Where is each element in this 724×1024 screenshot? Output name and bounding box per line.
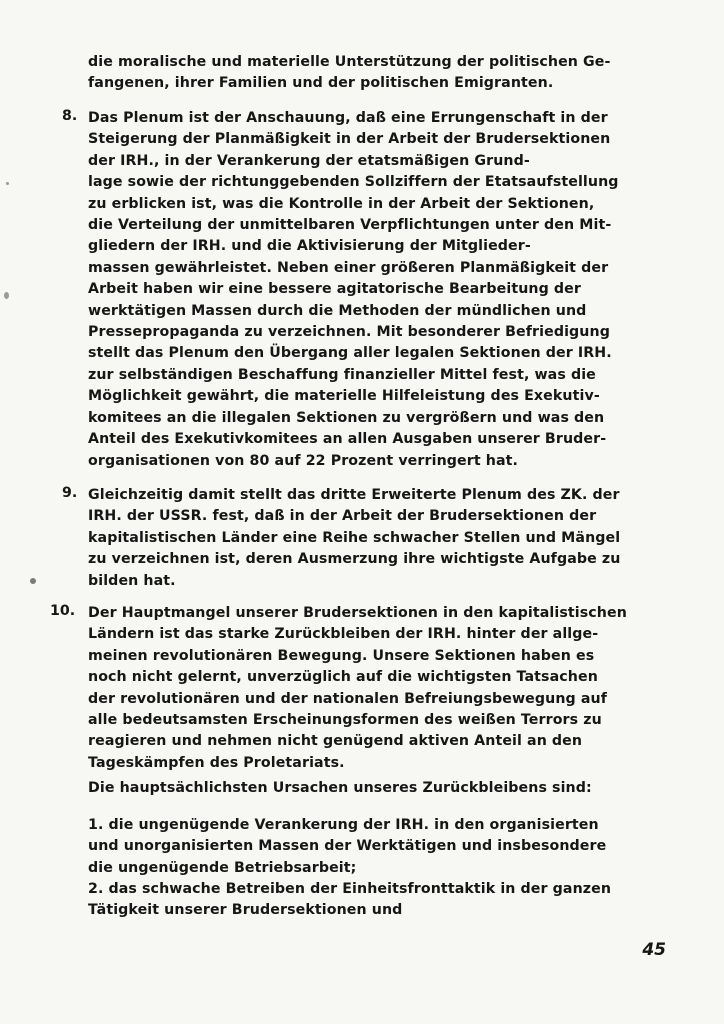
text-line: reagieren und nehmen nicht genügend aktiven Anteil an den: [88, 733, 583, 750]
text-line: lage sowie der richtunggebenden Sollziffern der Etatsaufstellung: [88, 174, 619, 191]
text-line: die Verteilung der unmittelbaren Verpflichtungen unter den Mit-: [88, 217, 612, 234]
text-line: die moralische und materielle Unterstützung der politischen Ge-: [88, 54, 611, 70]
text-line: IRH. der USSR. fest, daß in der Arbeit der Brudersektionen der: [88, 508, 597, 525]
text-line: Die hauptsächlichsten Ursachen unseres Zurückbleibens sind:: [88, 780, 592, 796]
text-line: die ungenügende Betriebsarbeit;: [88, 859, 357, 876]
text-line: Ländern ist das starke Zurückbleiben der IRH. hinter der allge-: [88, 626, 599, 643]
item-number: 8.: [62, 108, 78, 124]
paper-speck: [30, 578, 36, 584]
text-line: meinen revolutionären Bewegung. Unsere Sektionen haben es: [88, 647, 595, 664]
cause-1-paragraph: [88, 815, 676, 879]
text-line: organisationen von 80 auf 22 Prozent verringert hat.: [88, 452, 519, 469]
text-line: Anteil des Exekutivkomitees an allen Ausgaben unserer Bruder-: [88, 431, 607, 448]
text-line: kapitalistischen Länder eine Reihe schwacher Stellen und Mängel: [88, 529, 621, 546]
text-line: der IRH., in der Verankerung der etatsmäßigen Grund-: [88, 152, 530, 169]
text-line: zur selbständigen Beschaffung finanzieller Mittel fest, was die: [88, 366, 596, 383]
text-line: Das Plenum ist der Anschauung, daß eine Errungenschaft in der: [88, 110, 608, 126]
text-line: Gleichzeitig damit stellt das dritte Erweiterte Plenum des ZK. der: [88, 487, 620, 503]
item-8-paragraph: [88, 108, 676, 472]
text-line: stellt das Plenum den Übergang aller legalen Sektionen der IRH.: [88, 345, 612, 362]
text-line: Der Hauptmangel unserer Brudersektionen in den kapitalistischen: [88, 605, 627, 621]
text-line: zu verzeichnen ist, deren Ausmerzung ihre wichtigste Aufgabe zu: [88, 551, 621, 568]
text-line: gliedern der IRH. und die Aktivisierung der Mitglieder-: [88, 238, 531, 255]
causes-intro: [88, 778, 676, 799]
text-line: 1. die ungenügende Verankerung der IRH. in den organisierten: [88, 817, 599, 833]
text-line: werktätigen Massen durch die Methoden der mündlichen und: [88, 302, 587, 319]
item-number: 9.: [62, 485, 78, 501]
cause-2-paragraph: [88, 879, 676, 922]
paper-speck: [4, 292, 9, 299]
item-10-paragraph: [88, 603, 676, 774]
text-line: der revolutionären und der nationalen Befreiungsbewegung auf: [88, 690, 607, 707]
text-line: komitees an die illegalen Sektionen zu vergrößern und was den: [88, 409, 605, 426]
text-line: zu erblicken ist, was die Kontrolle in der Arbeit der Sektionen,: [88, 195, 595, 212]
text-line: noch nicht gelernt, unverzüglich auf die wichtigsten Tatsachen: [88, 669, 598, 686]
item-9-paragraph: [88, 485, 676, 592]
text-line: Tageskämpfen des Proletariats.: [88, 754, 345, 771]
text-line: Tätigkeit unserer Brudersektionen und: [88, 902, 403, 919]
text-line: 2. das schwache Betreiben der Einheitsfronttaktik in der ganzen: [88, 881, 612, 897]
text-line: massen gewährleistet. Neben einer größeren Planmäßigkeit der: [88, 259, 609, 276]
paper-speck: [6, 182, 9, 185]
page-number: 45: [642, 940, 666, 960]
text-line: Möglichkeit gewährt, die materielle Hilfeleistung des Exekutiv-: [88, 388, 600, 405]
text-line: alle bedeutsamsten Erscheinungsformen des weißen Terrors zu: [88, 712, 602, 729]
text-line: bilden hat.: [88, 572, 176, 589]
text-line: Arbeit haben wir eine bessere agitatorische Bearbeitung der: [88, 281, 581, 298]
text-line: und unorganisierten Massen der Werktätigen und insbesondere: [88, 838, 607, 855]
item-number: 10.: [50, 603, 76, 619]
text-line: Pressepropaganda zu verzeichnen. Mit besonderer Befriedigung: [88, 324, 610, 341]
text-line: fangenen, ihrer Familien und der politischen Emigranten.: [88, 75, 554, 92]
text-line: Steigerung der Planmäßigkeit in der Arbeit der Brudersektionen: [88, 131, 611, 148]
intro-paragraph: [88, 52, 676, 95]
